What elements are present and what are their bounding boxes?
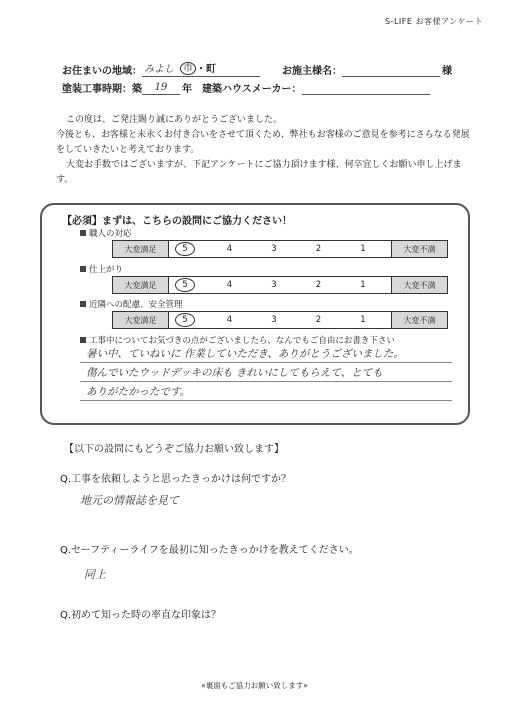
scale-option-4[interactable]: 4	[226, 244, 233, 254]
comment-line-1: 暑い中、ていねいに 作業していただき、ありがとうございました。	[80, 344, 452, 363]
scale-option-1[interactable]: 1	[360, 244, 366, 254]
scale-option-5-selected[interactable]: 5	[175, 278, 195, 292]
rating-question-label: 仕上がり	[89, 265, 124, 275]
scale-right-label: 大変不満	[391, 312, 447, 328]
age-suffix: 年	[182, 84, 192, 95]
scale-option-2[interactable]: 2	[315, 315, 322, 325]
header-row-address	[62, 62, 452, 77]
scale-option-5-selected[interactable]: 5	[175, 313, 195, 327]
scale-left-label: 大変満足	[113, 277, 169, 293]
scale-numbers	[169, 241, 391, 257]
scale-option-1[interactable]: 1	[360, 315, 366, 325]
rating-question-2	[80, 263, 123, 275]
age-value: 19	[154, 82, 168, 93]
scale-option-1[interactable]: 1	[360, 280, 366, 290]
customer-label: お施主様名：	[282, 66, 342, 77]
rating-question-1	[80, 227, 132, 239]
rating-scale-1	[112, 240, 448, 258]
rating-scale-2	[112, 276, 448, 294]
scale-option-3[interactable]: 3	[271, 280, 277, 290]
comment-area[interactable]	[80, 344, 452, 401]
footer-note: «裏面もご協力お願い致します»	[201, 681, 308, 690]
intro-line-1: この度は、ご発注賜り誠にありがとうございました。	[66, 115, 283, 125]
scale-right-label: 大変不満	[391, 277, 447, 293]
optional-answer-2: 同上	[84, 568, 106, 581]
scale-option-4[interactable]: 4	[226, 280, 233, 290]
scale-left-label: 大変満足	[113, 241, 169, 257]
required-section-title: 【必須】まずは、こちらの設問にご協力ください！	[62, 216, 292, 227]
address-field	[142, 62, 260, 77]
scale-option-2[interactable]: 2	[315, 244, 322, 254]
customer-suffix: 様	[442, 66, 452, 77]
address-label: お住まいの地域：	[62, 66, 142, 77]
intro-line-3: をしていきたいと考えております。	[56, 145, 200, 155]
rating-question-3	[80, 298, 183, 310]
scale-option-2[interactable]: 2	[315, 280, 322, 290]
maker-label: 建築ハウスメーカー：	[202, 84, 302, 95]
city-circle: 市	[180, 62, 196, 75]
scale-left-label: 大変満足	[113, 312, 169, 328]
optional-section-title: 【以下の設問にもどうぞご協力お願い致します】	[64, 444, 284, 455]
age-field	[142, 80, 180, 95]
address-value: みよし	[144, 64, 174, 75]
scale-option-4[interactable]: 4	[226, 315, 233, 325]
town-suffix: ・町	[196, 64, 216, 75]
intro-line-4: 大変お手数ではございますが、下記アンケートにご協力頂けます様、何卒宜しくお願い申し上げます。	[56, 160, 462, 185]
optional-answer-1: 地元の情報誌を見て	[80, 494, 179, 507]
square-bullet-icon	[80, 266, 86, 272]
age-label: 塗装工事時期：築	[62, 84, 142, 95]
scale-option-5-selected[interactable]: 5	[175, 242, 195, 256]
square-bullet-icon	[80, 301, 86, 307]
intro-line-2: 今後とも、お客様と未永くお付き合いをさせて頂くため、弊社もお客様のご意見を参考にさらなる発展	[56, 130, 470, 140]
square-bullet-icon	[80, 337, 86, 343]
optional-question-1: Q.工事を依頼しようと思ったきっかけは何ですか？	[60, 474, 292, 485]
header-row-age	[62, 80, 430, 95]
maker-field	[302, 80, 430, 95]
optional-question-2: Q.セーフティーライフを最初に知ったきっかけを教えてください。	[60, 545, 359, 556]
scale-option-3[interactable]: 3	[271, 244, 277, 254]
square-bullet-icon	[80, 230, 86, 236]
optional-question-3: Q.初めて知った時の率直な印象は？	[60, 610, 222, 621]
comment-question-label: 工事中についてお気づきの点がございましたら、なんでもご自由にお書き下さい	[89, 336, 395, 346]
rating-question-label: 近隣への配慮、安全管理	[89, 300, 183, 310]
customer-field	[342, 62, 440, 77]
brand-label: S-LIFE お客様アンケート	[385, 17, 483, 26]
comment-line-2: 傷んでいたウッドデッキの床も きれいにしてもらえて、とても	[80, 363, 452, 382]
scale-numbers	[169, 312, 391, 328]
scale-numbers	[169, 277, 391, 293]
scale-right-label: 大変不満	[391, 241, 447, 257]
rating-question-label: 職人の対応	[89, 229, 132, 239]
rating-scale-3	[112, 311, 448, 329]
intro-text	[56, 113, 476, 188]
comment-line-3: ありがたかったです。	[80, 382, 452, 401]
scale-option-3[interactable]: 3	[271, 315, 277, 325]
